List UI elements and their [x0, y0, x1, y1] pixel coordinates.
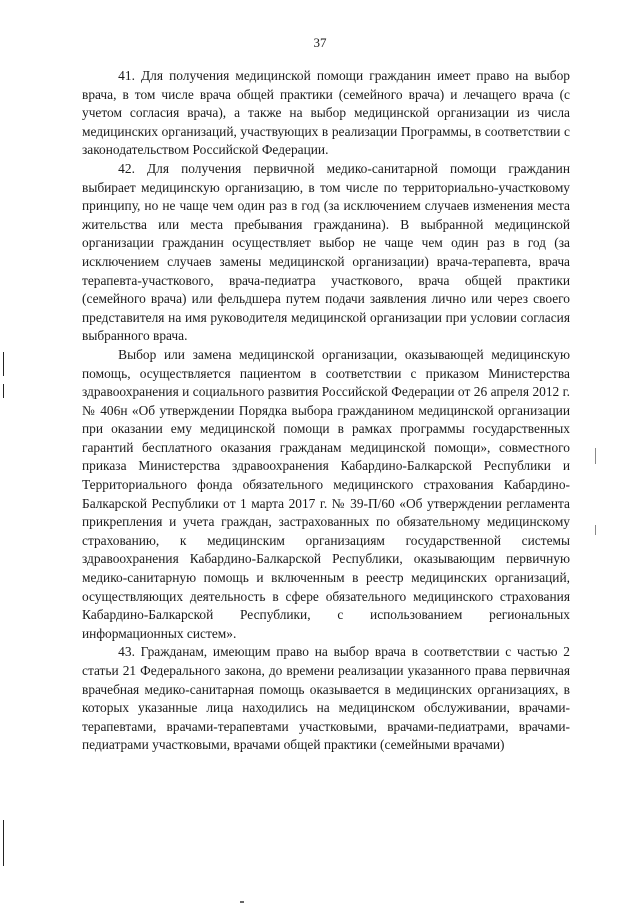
paragraph-43: 43. Гражданам, имеющим право на выбор врача в соответствии с частью 2 статьи 21 Федерального закона, до времени реализации указанного права первичная врачебная медико-санитарная помощь оказывается в медицинских организациях, в которых указанные лица находились на медицинском обслуживании, врачами-терапевтами, врачами-терапевтами участковыми, врачами-педиатрами, врачами-педиатрами участковыми, врачами общей практики (семейными врачами)	[82, 644, 570, 753]
paragraph-42: 42. Для получения первичной медико-санитарной помощи гражданин выбирает медицинскую организацию, в том числе по территориально-участковому принципу, но не чаще чем один раз в год (за исключением случаев изменения места жительства или места пребывания гражданина). В выбранной медицинской организации гражданин осуществляет выбор не чаще чем один раз в год (за исключением случаев замены медицинской организации) врача-терапевта, врача терапевта-участкового, врача-педиатра участкового, врача общей практики (семейного врача) или фельдшера путем подачи заявления лично или через своего представителя на имя руководителя медицинской организации при условии согласия выбранного врача.	[82, 160, 570, 344]
paragraph-41: 41. Для получения медицинской помощи гражданин имеет право на выбор врача, в том числе врача общей практики (семейного врача) и лечащего врача (с учетом согласия врача), а также на выбор медицинской организации из числа медицинских организаций, участвующих в реализации Программы, в соответствии с законодательством Российской Федерации.	[82, 68, 570, 158]
document-body	[82, 67, 570, 755]
scan-margin-mark	[3, 352, 4, 376]
scan-edge-speck	[595, 448, 596, 464]
scan-bottom-speck	[240, 901, 244, 903]
page-number: 37	[313, 35, 327, 50]
paragraph-choice-procedure: Выбор или замена медицинской организации, оказывающей медицинскую помощь, осуществляется пациентом в соответствии с приказом Министерства здравоохранения и социального развития Российской Федерации от 26 апреля 2012 г. № 406н «Об утверждении Порядка выбора гражданином медицинской организации при оказании ему медицинской помощи в рамках программы государственных гарантий бесплатного оказания гражданам медицинской помощи», совместного приказа Министерства здравоохранения Кабардино-Балкарской Республики и Территориального фонда обязательного медицинского страхования Кабардино-Балкарской Республики от 1 марта 2017 г. № 39-П/60 «Об утверждении регламента прикрепления и учета граждан, застрахованных по обязательному медицинскому страхованию, к медицинским организациям государственной системы здравоохранения Кабардино-Балкарской Республики, оказывающим первичную медико-санитарную помощь и включенным в реестр медицинских организаций, осуществляющих деятельность в сфере обязательного медицинского страхования Кабардино-Балкарской Республики, с использованием региональных информационных систем».	[82, 346, 570, 641]
scan-margin-mark	[3, 820, 4, 866]
scan-margin-mark	[3, 384, 4, 398]
scan-edge-speck	[595, 525, 596, 535]
